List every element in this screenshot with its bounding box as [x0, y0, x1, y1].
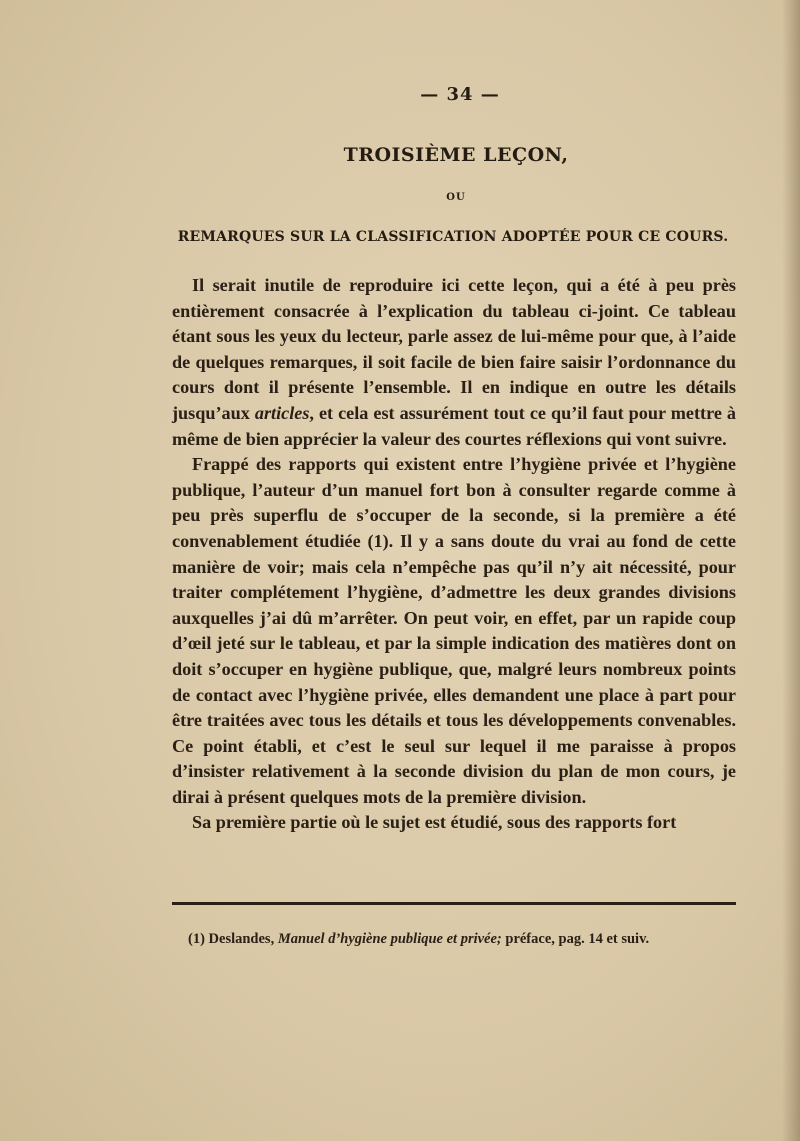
lesson-title: TROISIÈME LEÇON, [343, 144, 569, 166]
footnote-reference: préface, pag. 14 et suiv. [505, 931, 650, 947]
paragraph-1-text-b: , et cela est assurément tout ce qu’il faut pour mettre à même de bien apprécier la valeur des courtes réflexions qui vont suivre. [172, 402, 736, 449]
paragraph-3: Sa première partie où le sujet est étudié, sous des rapports fort [192, 812, 677, 833]
paragraph-1 [172, 273, 736, 452]
footnote-book-title: Manuel d’hygiène publique et privée; [277, 931, 502, 947]
paragraph-1-text-a: Il serait inutile de reproduire ici cette leçon, qui a été à peu près entièrement consacrée à l’explication du tableau ci-joint. Ce tableau étant sous les yeux du lecteur, parle assez de lui-même pour que, à l’aide de quelques remarques, il soit facile de bien faire saisir l’ordonnance du cours dont il présente l’ensemble. Il en indique en outre les détails jusqu’aux [172, 275, 736, 423]
lesson-subtitle: REMARQUES SUR LA CLASSIFICATION ADOPTÉE POUR CE COURS. [177, 229, 729, 245]
page-edge-shadow [782, 0, 800, 1141]
paragraph-1-emphasis: articles [254, 402, 310, 423]
footnote-divider [172, 902, 736, 905]
page-number: — 34 — [420, 84, 500, 105]
title-conjunction: OU [446, 192, 466, 203]
footnote-marker: (1) Deslandes, [188, 931, 275, 947]
footnote [188, 931, 748, 948]
paragraph-2: Frappé des rapports qui existent entre l’hygiène privée et l’hygiène publique, l’auteur d’un manuel fort bon à consulter regarde comme à peu près superflu de s’occuper de la seconde, si la première a été convenablement étudiée (1). Il y a sans doute du vrai au fond de cette manière de voir; mais cela n’empêche pas qu’il n’y ait nécessité, pour traiter complétement l’hygiène, d’admettre les deux grandes divisions auxquelles j’ai dû m’arrêter. On peut voir, en effet, par un rapide coup d’œil jeté sur le tableau, et par la simple indication des matières dont on doit s’occuper en hygiène publique, que, malgré leurs nombreux points de contact avec l’hygiène privée, elles demandent une place à part pour être traitées avec tous les détails et tous les développements convenables. Ce point établi, et c’est le seul sur lequel il me paraisse à propos d’insister relativement à la seconde division du plan de mon cours, je dirai à présent quelques mots de la première division. [172, 454, 736, 807]
body-text [172, 273, 736, 836]
